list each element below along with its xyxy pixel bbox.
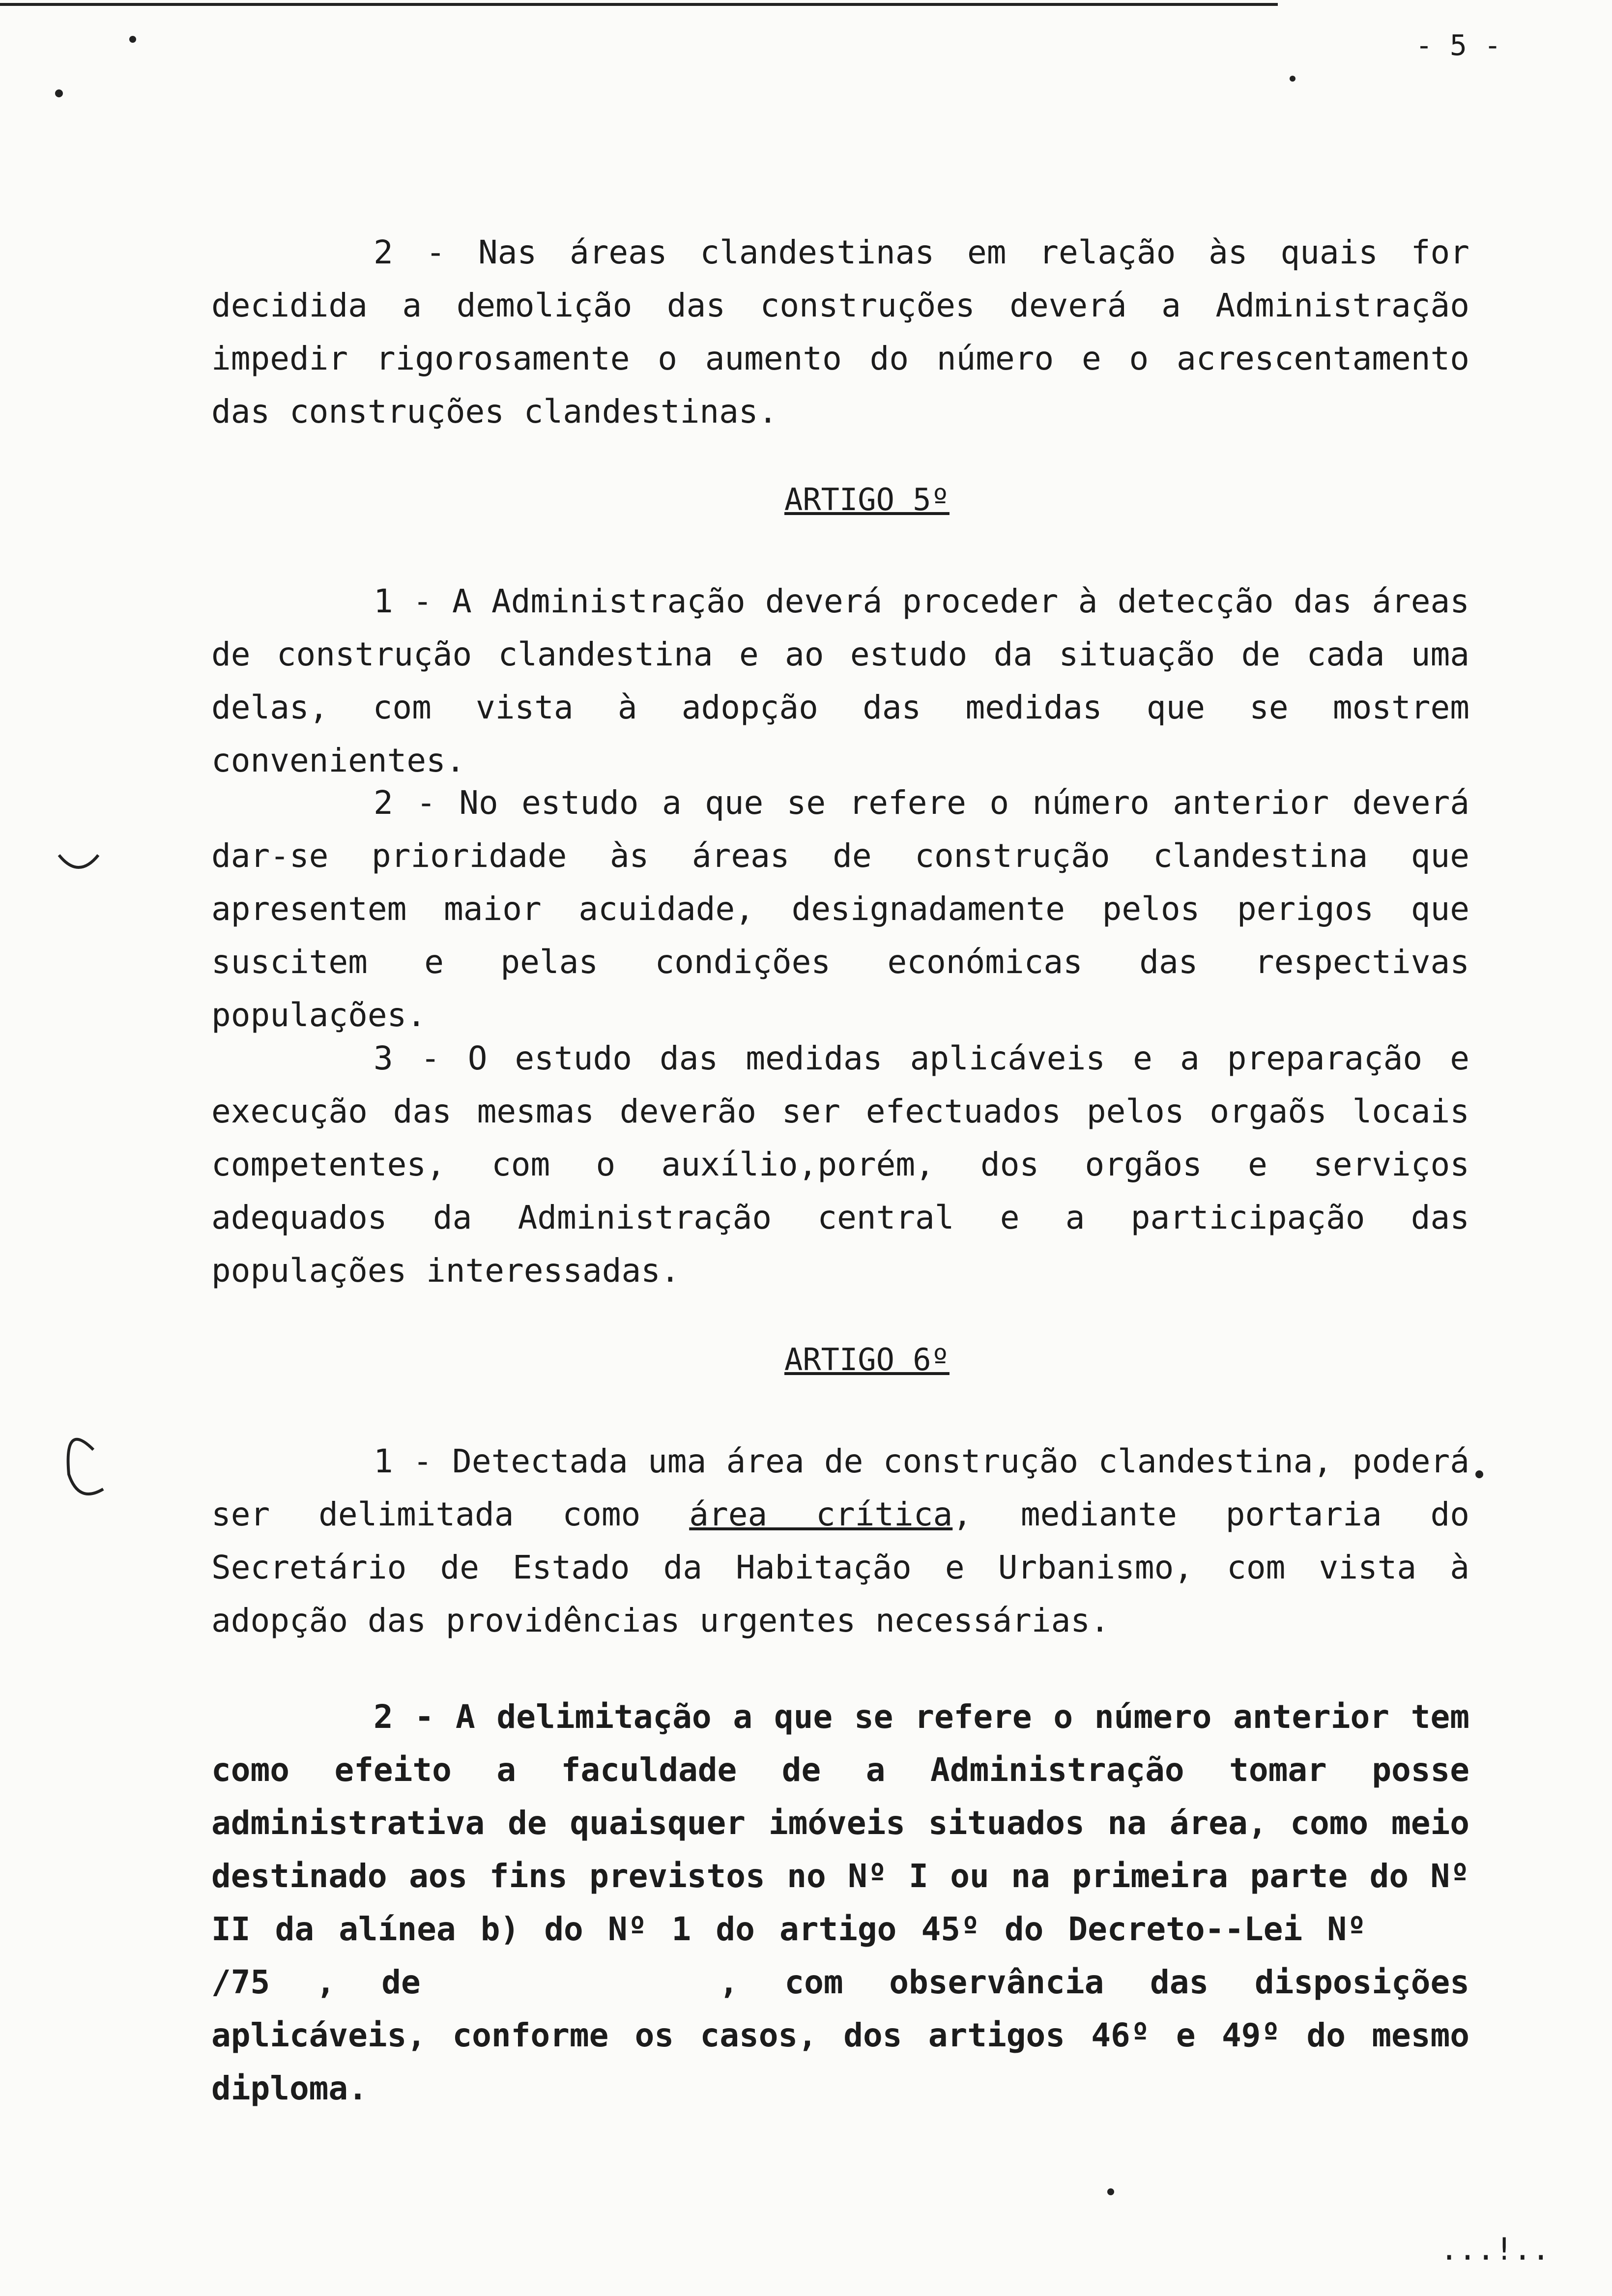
page-continuation-mark: ...!.. [1440,2231,1550,2267]
binder-hole-mark-upper [59,855,98,867]
artigo-6-item-1-before: 1 - Detectada uma área de construção clandestina, poderá ser delimitada como [211,1442,1469,1533]
artigo-5-item-2-text: 2 - No estudo a que se refere o número anterior deverá dar-se prioridade às áreas de construção clandestina que apresentem maior acuidade, designadamente pelos perigos que suscitem e pelas condições económicas das respectivas populações. [211,784,1469,1034]
scan-dot [1475,1470,1483,1478]
artigo-6-item-2-part2: /75 , de [211,1963,421,2001]
artigo-6-item-2 [211,1691,1469,2115]
area-critica-emphasis: área crítica [689,1495,953,1533]
artigo-6-heading: ARTIGO 6º [784,1342,950,1378]
artigo-5-item-3 [211,1032,1469,1297]
scan-dot [1290,76,1295,82]
scan-dot [129,36,136,43]
artigo-5-item-1 [211,575,1469,787]
artigo-5-heading: ARTIGO 5º [784,482,950,517]
intro-item-2 [211,226,1469,438]
page-number: - 5 - [1415,29,1501,62]
scan-dot [55,89,63,97]
artigo-5-item-1-text: 1 - A Administração deverá proceder à detecção das áreas de construção clandestina e ao estudo da situação de cada uma delas, com vista à adopção das medidas que se mostrem convenientes. [211,582,1469,779]
artigo-5-item-2 [211,776,1469,1042]
artigo-6-item-2-part3: , com observância das disposições aplicáveis, conforme os casos, dos artigos 46º e 49º do mesmo diploma. [211,1963,1469,2107]
artigo-6-item-2-part1: 2 - A delimitação a que se refere o número anterior tem como efeito a faculdade de a Administração tomar posse administrativa de quaisquer imóveis situados na área, como meio destinado aos fins previstos no Nº I ou na primeira parte do Nº II da alínea b) do Nº 1 do artigo 45º do Decreto--Lei Nº [211,1698,1469,1948]
binder-hole-mark-lower [68,1439,103,1494]
scan-dot [1107,2188,1114,2195]
artigo-6-item-1 [211,1435,1469,1647]
intro-item-2-text: 2 - Nas áreas clandestinas em relação às quais for decidida a demolição das construções deverá a Administração impedir rigorosamente o aumento do número e o acrescentamento das construções clandestinas. [211,233,1469,430]
artigo-5-item-3-text: 3 - O estudo das medidas aplicáveis e a preparação e execução das mesmas deverão ser efectuados pelos orgaõs locais competentes, com o auxílio,porém, dos orgãos e serviços adequados da Administração central e a participação das populações interessadas. [211,1039,1469,1290]
artigo-6-item-1-after: , mediante portaria do Secretário de Estado da Habitação e Urbanismo, com vista à adopção das providências urgentes necessárias. [211,1495,1469,1639]
